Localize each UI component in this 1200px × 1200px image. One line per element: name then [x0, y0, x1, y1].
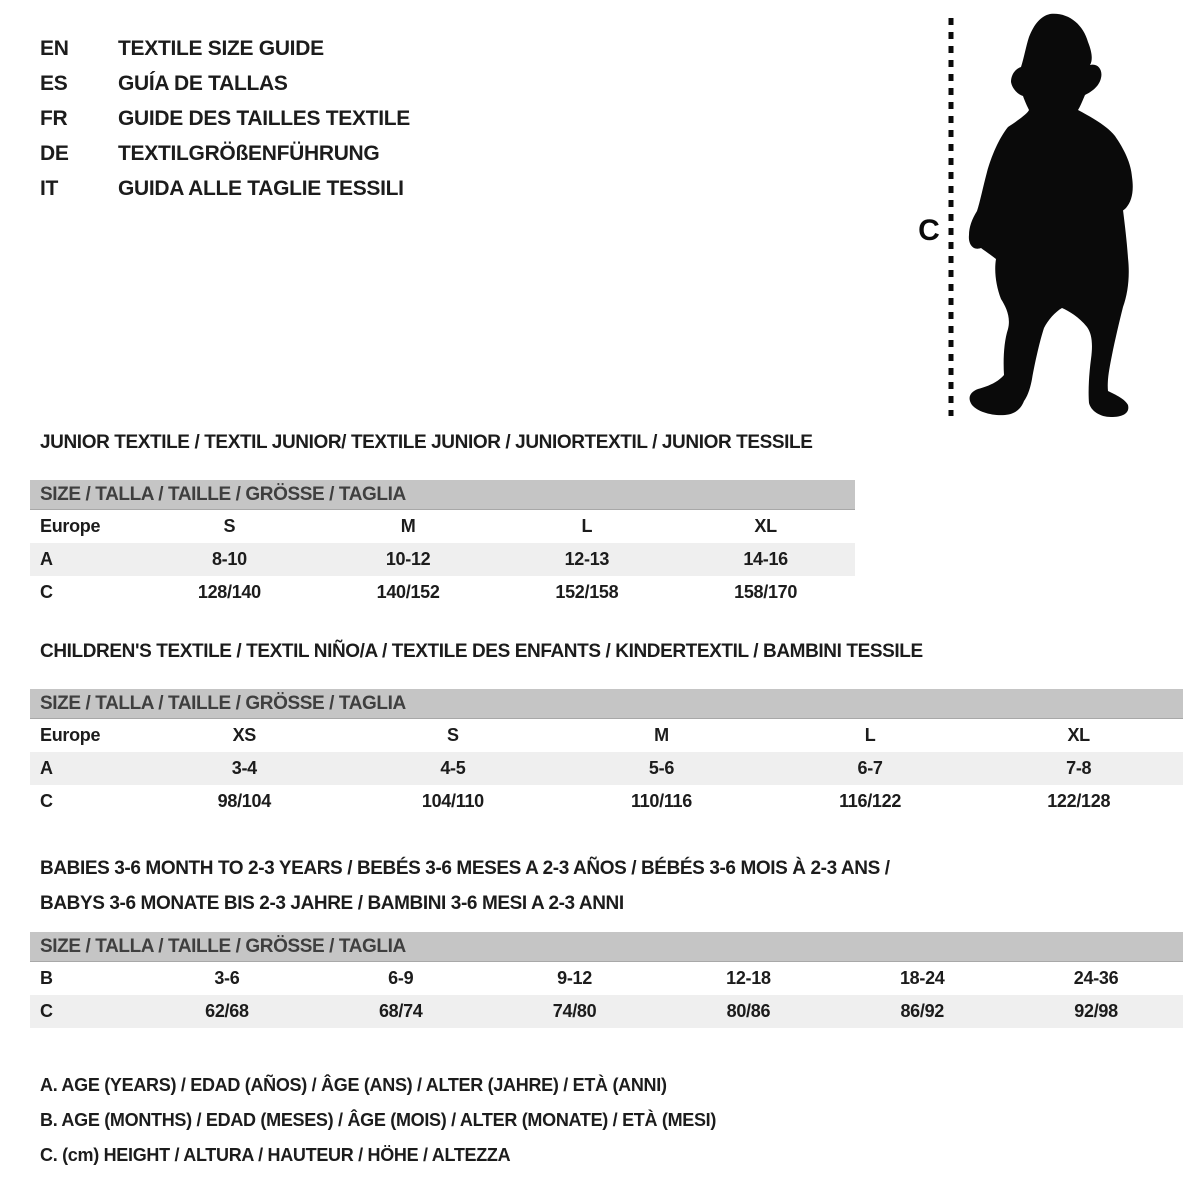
lang-row-it	[40, 171, 410, 206]
lang-code: EN	[40, 37, 69, 60]
section-junior-textile	[30, 432, 855, 609]
table-cell: 12-18	[726, 968, 771, 988]
table-cell: 3-4	[231, 758, 257, 778]
row-label: C	[40, 582, 53, 602]
table-row	[30, 962, 1183, 995]
footnote-c: C. (cm) HEIGHT / ALTURA / HAUTEUR / HÖHE / ALTEZZA	[40, 1145, 511, 1165]
table-cell: 140/152	[376, 582, 440, 602]
section-childrens-textile	[30, 641, 1183, 818]
row-label: Europe	[40, 516, 101, 536]
section-title-line1: BABIES 3-6 MONTH TO 2-3 YEARS / BEBÉS 3-6 MESES A 2-3 AÑOS / BÉBÉS 3-6 MOIS À 2-3 ANS /	[40, 858, 890, 879]
table-cell: 122/128	[1047, 791, 1111, 811]
section-title-line2: BABYS 3-6 MONATE BIS 2-3 JAHRE / BAMBINI 3-6 MESI A 2-3 ANNI	[40, 893, 624, 914]
table-cell: 6-7	[857, 758, 883, 778]
table-cell: M	[400, 516, 416, 536]
section-babies-textile	[30, 851, 1183, 1028]
table-cell: 86/92	[900, 1001, 944, 1021]
table-row	[30, 752, 1183, 785]
table-cell: 7-8	[1066, 758, 1092, 778]
table-row	[30, 995, 1183, 1028]
height-measure-label: C	[918, 214, 940, 247]
table-cell: XL	[1067, 725, 1090, 745]
lang-code: IT	[40, 177, 59, 200]
table-cell: 5-6	[648, 758, 675, 778]
table-row	[30, 510, 855, 543]
lang-code: FR	[40, 107, 68, 130]
table-cell: 80/86	[726, 1001, 771, 1021]
lang-row-de	[40, 136, 410, 171]
row-label: B	[40, 968, 53, 988]
lang-title: GUIDA ALLE TAGLIE TESSILI	[118, 177, 404, 200]
table-cell: 3-6	[214, 968, 240, 988]
lang-row-fr	[40, 101, 410, 136]
table-row	[30, 543, 855, 576]
lang-title: TEXTILGRÖßENFÜHRUNG	[118, 142, 380, 165]
size-header-bar: SIZE / TALLA / TAILLE / GRÖSSE / TAGLIA	[30, 689, 1183, 719]
table-cell: 18-24	[899, 968, 945, 988]
table-cell: 116/122	[839, 791, 902, 811]
table-cell: S	[223, 516, 236, 536]
table-cell: 8-10	[211, 549, 247, 569]
lang-title: GUIDE DES TAILLES TEXTILE	[118, 107, 410, 130]
table-cell: 24-36	[1073, 968, 1119, 988]
table-row	[30, 719, 1183, 752]
figure	[880, 0, 1200, 430]
table-cell: XS	[232, 725, 256, 745]
table-cell: 6-9	[388, 968, 414, 988]
row-label: C	[40, 1001, 53, 1021]
table-cell: 92/98	[1074, 1001, 1118, 1021]
table-cell: 74/80	[552, 1001, 597, 1021]
lang-title: TEXTILE SIZE GUIDE	[118, 37, 324, 60]
section-title: CHILDREN'S TEXTILE / TEXTIL NIÑO/A / TEXTILE DES ENFANTS / KINDERTEXTIL / BAMBINI TESSILE	[40, 641, 923, 662]
table-cell: 12-13	[564, 549, 610, 569]
lang-code: DE	[40, 142, 69, 165]
table-cell: 9-12	[557, 968, 592, 988]
table-cell: S	[447, 725, 459, 745]
table-cell: 98/104	[217, 791, 271, 811]
row-label: A	[40, 758, 53, 778]
language-header	[40, 31, 410, 206]
lang-code: ES	[40, 72, 68, 95]
table-row	[30, 576, 855, 609]
table-row	[30, 785, 1183, 818]
lang-title: GUÍA DE TALLAS	[118, 72, 288, 95]
size-header-bar: SIZE / TALLA / TAILLE / GRÖSSE / TAGLIA	[30, 932, 1183, 962]
table-cell: L	[864, 725, 876, 745]
footnotes	[40, 1068, 716, 1173]
table-cell: 4-5	[440, 758, 466, 778]
table-cell: XL	[754, 516, 777, 536]
table-cell: L	[581, 516, 593, 536]
table-cell: 158/170	[734, 582, 798, 602]
table-cell: 128/140	[197, 582, 261, 602]
size-header-bar: SIZE / TALLA / TAILLE / GRÖSSE / TAGLIA	[30, 480, 855, 510]
footnote-b: B. AGE (MONTHS) / EDAD (MESES) / ÂGE (MOIS) / ALTER (MONATE) / ETÀ (MESI)	[40, 1110, 717, 1130]
lang-row-en	[40, 31, 410, 66]
table-cell: 152/158	[555, 582, 619, 602]
table-cell: M	[654, 725, 669, 745]
toddler-silhouette-icon	[969, 14, 1133, 417]
footnote-a: A. AGE (YEARS) / EDAD (AÑOS) / ÂGE (ANS) / ALTER (JAHRE) / ETÀ (ANNI)	[40, 1075, 667, 1095]
table-cell: 10-12	[385, 549, 431, 569]
table-cell: 104/110	[421, 791, 484, 811]
row-label: C	[40, 791, 53, 811]
row-label: A	[40, 549, 53, 569]
lang-row-es	[40, 66, 410, 101]
table-cell: 14-16	[743, 549, 788, 569]
section-title: JUNIOR TEXTILE / TEXTIL JUNIOR/ TEXTILE JUNIOR / JUNIORTEXTIL / JUNIOR TESSILE	[40, 432, 813, 453]
table-cell: 68/74	[378, 1001, 423, 1021]
table-cell: 62/68	[205, 1001, 249, 1021]
table-cell: 110/116	[630, 791, 692, 811]
row-label: Europe	[40, 725, 101, 745]
